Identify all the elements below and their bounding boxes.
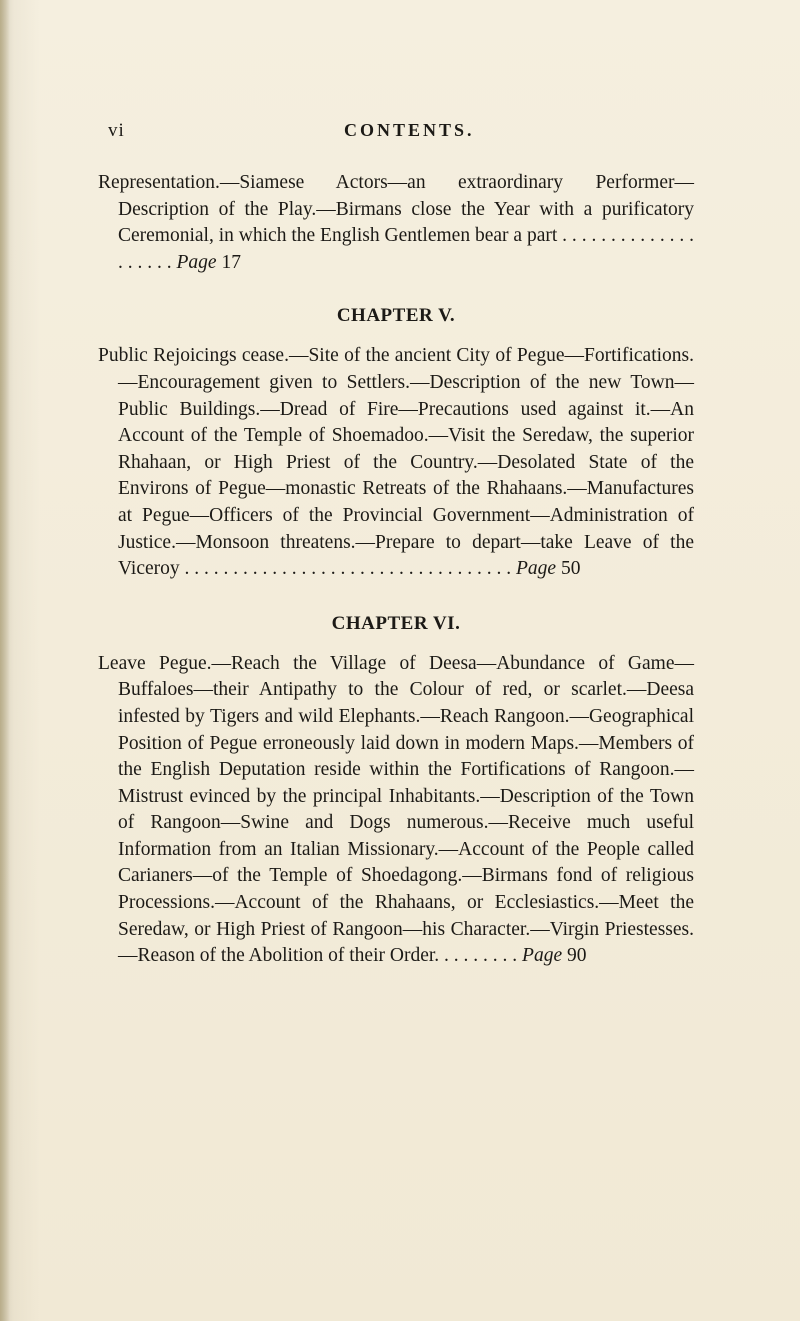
page-header bbox=[108, 120, 760, 150]
chapter-v-text: Public Rejoicings cease.—Site of the ancient City of Pegue—Fortifications.—Encouragement given to Settlers.—Description of the new Town—Public Buildings.—Dread of Fire—Precautions used against it.—An Account of the Temple of Shoemadoo.—Visit the Seredaw, the superior Rhahaan, or High Priest of the Country.—Desolated State of the Environs of Pegue—monastic Retreats of the Rhahaans.—Manufactures at Pegue—Officers of the Provincial Government—Administration of Justice.—Monsoon threatens.—Prepare to depart—take Leave of the Viceroy . . . . . . . . . . . . . . . . . . . . . . . . . . . . . . . . . . bbox=[98, 345, 694, 580]
chapter-heading-vi: CHAPTER VI. bbox=[331, 612, 461, 634]
page-number: vi bbox=[108, 120, 125, 141]
running-title: CONTENTS. bbox=[344, 120, 475, 140]
contents-body bbox=[98, 170, 694, 970]
chapter-vi-summary bbox=[98, 651, 694, 970]
chapter-vi-text: Leave Pegue.—Reach the Village of Deesa—Abundance of Game—Buffaloes—their Antipathy to the Colour of red, or scarlet.—Deesa infested by Tigers and wild Elephants.—Reach Rangoon.—Geographical Position of Pegue erroneously laid down in modern Maps.—Members of the English Deputation reside within the Fortifications of Rangoon.—Mistrust evinced by the principal Inhabitants.—Description of the Town of Rangoon—Swine and Dogs numerous.—Receive much useful Information from an Italian Missionary.—Account of the People called Carianers—of the Temple of Shoedagong.—Birmans fond of religious Processions.—Account of the Rhahaans, or Ecclesiastics.—Meet the Seredaw, or High Priest of Rangoon—his Character.—Virgin Priestesses.—Reason of the Abolition of their Order. . . . . . . . . bbox=[98, 652, 694, 967]
page-ref-number: 90 bbox=[566, 945, 587, 967]
page-label: Page bbox=[176, 251, 217, 273]
chapter-heading-v: CHAPTER V. bbox=[336, 305, 456, 327]
contents-entry-continued bbox=[98, 170, 694, 276]
page-label: Page bbox=[516, 558, 557, 580]
chapter-v-summary bbox=[98, 343, 694, 582]
entry-text: Representation.—Siamese Actors—an extraordinary Performer—Description of the Play.—Birmans close the Year with a purificatory Ceremonial, in which the English Gentlemen bear a part . . . . . . . . . . . . . . . . . . . . bbox=[98, 172, 694, 273]
page-ref-number: 50 bbox=[560, 558, 581, 580]
page-label: Page bbox=[522, 945, 563, 967]
page-gutter-shadow bbox=[0, 0, 10, 1321]
page-ref-number: 17 bbox=[221, 251, 241, 273]
